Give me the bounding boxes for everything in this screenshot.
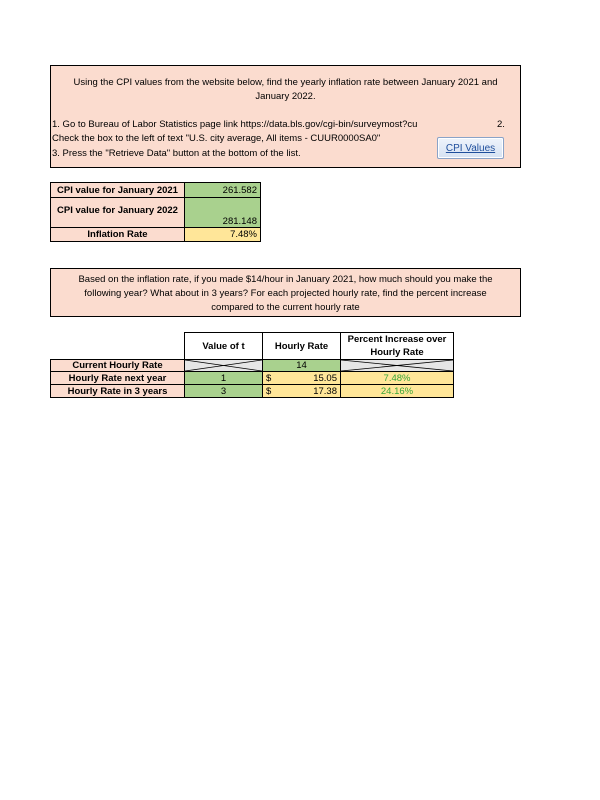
cpi-value-2021[interactable]: 261.582 — [185, 183, 261, 198]
header-percent-line2: Hourly Rate — [370, 347, 424, 358]
pct-value-3-years[interactable]: 24.16% — [341, 385, 454, 398]
cpi-row-2022 — [51, 198, 261, 228]
cpi-value-2022[interactable]: 281.148 — [185, 198, 261, 228]
rate-label-3-years: Hourly Rate in 3 years — [51, 385, 185, 398]
header-percent-line1: Percent Increase over — [347, 334, 447, 345]
rate-row-current — [51, 360, 454, 372]
t-value-next-year[interactable]: 1 — [185, 372, 263, 385]
question2-line2: following year? What about in 3 years? For each projected hourly rate, find the percent increase — [84, 288, 487, 299]
cpi-row-2021 — [51, 183, 261, 198]
header-percent-increase — [341, 333, 454, 360]
cpi-label-2022: CPI value for January 2022 — [51, 198, 185, 228]
t-cell-disabled — [185, 360, 263, 372]
rate-row-3-years — [51, 385, 454, 398]
header-hourly-rate: Hourly Rate — [263, 333, 341, 360]
instructions-line1: Using the CPI values from the website below, find the yearly inflation rate between January 2021 and — [73, 77, 498, 88]
rate-table-header-row — [51, 333, 454, 360]
instructions-step1: 1. Go to Bureau of Labor Statistics page link https://data.bls.gov/cgi-bin/surveymost?cu — [52, 119, 418, 130]
instructions-step2: Check the box to the left of text "U.S. city average, All items - CUUR0000SA0" — [52, 133, 381, 144]
cpi-table — [50, 182, 261, 242]
rate-row-next-year — [51, 372, 454, 385]
cpi-values-button[interactable]: CPI Values — [437, 137, 504, 159]
currency-symbol: $ — [266, 372, 272, 384]
rate-value-3-years[interactable] — [263, 385, 341, 398]
rate-label-next-year: Hourly Rate next year — [51, 372, 185, 385]
currency-symbol: $ — [266, 385, 272, 397]
inflation-rate-value[interactable]: 7.48% — [185, 228, 261, 242]
inflation-rate-label: Inflation Rate — [51, 228, 185, 242]
pct-value-next-year[interactable]: 7.48% — [341, 372, 454, 385]
instructions-step3: 3. Press the "Retrieve Data" button at the bottom of the list. — [52, 148, 301, 159]
cpi-row-inflation — [51, 228, 261, 242]
hourly-rate-table — [50, 332, 454, 398]
rate-value-next-year[interactable] — [263, 372, 341, 385]
header-value-of-t: Value of t — [185, 333, 263, 360]
cross-icon — [341, 360, 453, 371]
rate-table-corner — [51, 333, 185, 360]
rate-value-current[interactable]: 14 — [263, 360, 341, 372]
rate-amount-next-year: 15.05 — [313, 372, 337, 384]
question2-line3: compared to the current hourly rate — [211, 302, 360, 313]
cpi-label-2021: CPI value for January 2021 — [51, 183, 185, 198]
cross-icon — [185, 360, 262, 371]
question2-line1: Based on the inflation rate, if you made $14/hour in January 2021, how much should you make the — [78, 274, 493, 285]
question2-box — [50, 268, 521, 317]
pct-cell-disabled — [341, 360, 454, 372]
instructions-line2: January 2022. — [255, 91, 316, 102]
rate-amount-3-years: 17.38 — [313, 385, 337, 397]
rate-label-current: Current Hourly Rate — [51, 360, 185, 372]
t-value-3-years[interactable]: 3 — [185, 385, 263, 398]
instructions-step2-number: 2. — [497, 119, 505, 130]
